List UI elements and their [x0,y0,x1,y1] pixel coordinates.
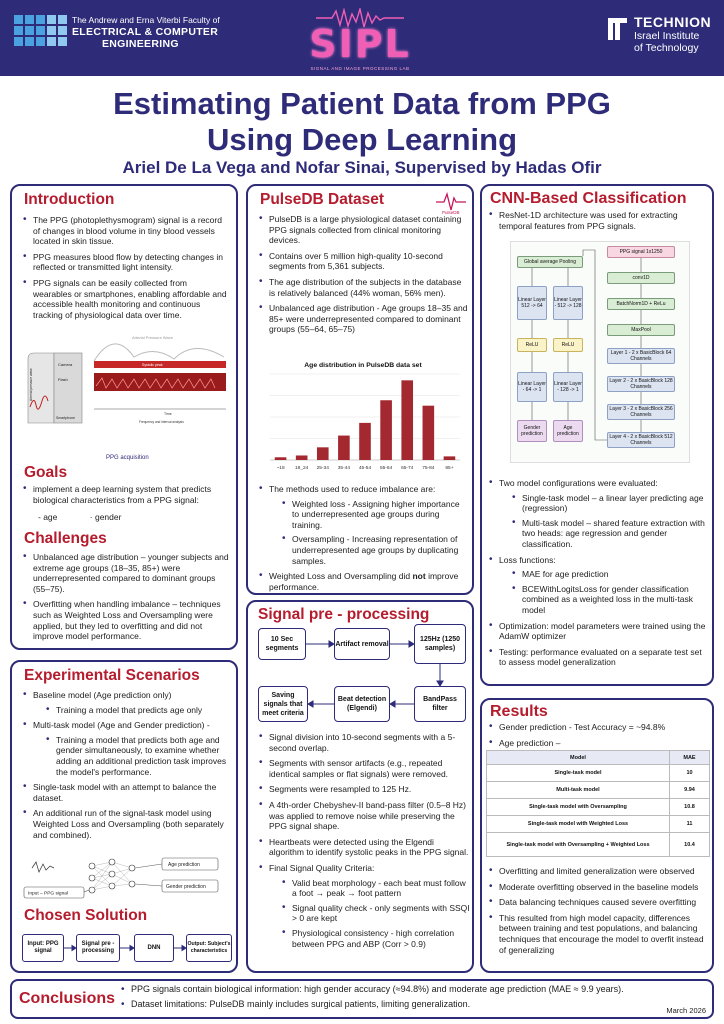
table-row [487,799,710,816]
cnn-layer-1: Layer 1 - 2 x BasicBlock 64 Channels [607,348,675,364]
table-cell-mae: 9.94 [670,782,710,799]
criteria-item: • Signal quality check - only segments with SSQI > 0 are kept [281,903,470,924]
chart-xtick-label: 55-64 [379,466,393,471]
intro-bullet: • PPG signals can be easily collected from wearables or smartphones, enabling affordable and accessible health monitoring and continuous tracking of physiological data over time. [22,278,228,320]
cnn-ppg-input: PPG signal 1x1250 [607,246,675,258]
solution-heading: Chosen Solution [24,907,148,924]
method-oversampling: • Oversampling - Increasing representation of underrepresented age groups by duplicating samples. [281,534,468,566]
exp-sub-bullet: • Training a model that predicts both age and gender simultaneously, to examine whether adding an additional prediction task improves the model's performance. [45,735,234,777]
goals-items: - age · gender [38,512,122,522]
table-cell-mae: 10.4 [670,833,710,857]
freq-label: Frequency and interval analysis [139,420,184,424]
table-row [487,816,710,833]
optimization-bullet: • Optimization: model parameters were trained using the AdamW optimizer [488,621,710,642]
nn-input-label: Input – PPG signal [28,891,68,897]
results-heading: Results [490,703,548,720]
exp-bullet-baseline: Baseline model (Age prediction only) [33,690,172,700]
cnn-conv1d: conv1D [607,272,675,284]
results-table [486,750,710,857]
chart-xtick-label: 25-34 [316,466,329,471]
conclusions-panel [10,979,714,1019]
sipl-logo [300,4,420,72]
table-cell-mae: 10 [670,765,710,782]
flash-label: Flash [58,377,68,382]
header-banner [0,0,724,76]
criteria-item: • Physiological consistency - high correlation between PPG and ABP (Corr > 0.9) [281,928,470,949]
results-bullet: • Moderate overfitting observed in the baseline models [488,882,712,893]
pulsedb-bullet: • PulseDB is a large physiological dataset containing PPG signals collected from clinical monitoring devices. [258,214,468,246]
faculty-logo-icon [14,15,68,55]
challenge-bullet: • Unbalanced age distribution – younger subjects and extreme age groups (18–35, 85+) were underrepresented compared to dominant groups (55–75). [22,552,232,594]
method-weighted-loss: • Weighted loss - Assigning higher importance to underrepresented age groups during training. [281,499,468,531]
pulsedb-bullet: • Unbalanced age distribution - Age groups 18–35 and 85+ were underrepresented compared to dominant groups (55–64, 65–75) [258,303,468,335]
poster-date: March 2026 [666,1006,706,1015]
intro-bullet: • PPG measures blood flow by detecting changes in reflected or transmitted light intensity. [22,252,228,273]
table-cell-model: Multi-task model [487,782,670,799]
signal-bullet: • A 4th-order Chebyshev-II band-pass filter (0.5–8 Hz) was applied to remove noise while preserving the PPG signal shape. [258,800,470,832]
technion-logo [606,14,711,54]
chart-bar-4 [359,423,371,460]
faculty-line-1: The Andrew and Erna Viterbi Faculty of [72,15,220,25]
signal-bullet-criteria: Final Signal Quality Criteria: [269,862,375,873]
intro-heading: Introduction [24,191,115,208]
methods-result-a: Weighted Loss and Oversampling did [269,571,413,582]
loss-intro: Loss functions: [499,554,556,565]
config-item: • Single-task model – a linear layer predicting age (regression) [511,493,710,514]
solution-step-dnn: DNN [134,934,174,962]
chart-xtick-label: 35-44 [337,466,351,471]
results-bullet: • Data balancing techniques caused severe overfitting [488,897,712,908]
cnn-maxpool: MaxPool [607,324,675,336]
config-item: • Multi-task model – shared feature extraction with two heads: age regression and gender classification. [511,518,710,550]
age-distribution-chart [258,356,468,476]
signal-bullet: • Segments with sensor artifacts (e.g., repeated identical samples or flat signals) were removed. [258,758,470,779]
chart-bar-6 [401,380,413,460]
criteria-item: • Valid beat morphology - each beat must follow a foot → peak → foot pattern [281,878,470,899]
technion-emblem-icon [606,16,628,42]
chart-bar-8 [444,456,456,460]
chart-bar-2 [317,447,329,460]
chart-xtick-label: 18_24 [294,466,309,471]
flow-step-bandpass: BandPass filter [414,686,466,722]
conclusions-bullet: • Dataset limitations: PulseDB mainly includes surgical patients, limiting generalization. [120,999,710,1010]
pulsedb-bullet: • The age distribution of the subjects in the database is relatively balanced (44% woman, 56% men). [258,277,468,298]
methods-result [258,571,468,592]
chart-bar-7 [423,406,435,460]
table-cell-model: Single-task model [487,765,670,782]
nn-gender-label: Gender prediction [166,884,206,890]
sipl-subtitle: SIGNAL AND IMAGE PROCESSING LAB [310,66,410,71]
goal-item-gender: gender [94,512,122,522]
goals-heading: Goals [24,464,68,481]
chart-xtick-label: 45-54 [358,466,372,471]
solution-step-input: Input: PPG signal [22,934,64,962]
table-row [487,782,710,799]
solution-step-preprocess: Signal pre - processing [76,934,120,962]
methods-result-c: improve performance. [269,571,459,592]
results-bullet: • This resulted from high model capacity, differences between training and test populations, and balancing techniques that encourage the model to overfit instead of generalizing [488,913,712,955]
faculty-line-3: ENGINEERING [102,38,179,50]
cnn-global-avg-pool: Global average Pooling [517,256,583,268]
goals-bullets [22,484,228,510]
poster-title [0,86,724,158]
goals-bullet: • implement a deep learning system that predicts biological characteristics from a PPG signal: [22,484,228,505]
pulsedb-methods [258,484,468,597]
arterial-wave-label: Arterial Pressure Wave [132,335,173,340]
results-panel [480,698,714,973]
cnn-intro-bullet: • ResNet-1D architecture was used for extracting temporal features from PPG signals. [488,210,708,231]
table-row [487,765,710,782]
cnn-arrows [511,242,691,464]
intro-panel [10,184,238,650]
pulsedb-panel [246,184,474,595]
results-bullet: • Overfitting and limited generalization were observed [488,866,712,877]
exp-sub-bullet: • Training a model that predicts age only [45,705,234,716]
faculty-line-2: ELECTRICAL & COMPUTER [72,26,219,38]
challenge-bullet: • Overfitting when handling imbalance – techniques such as Weighted Loss and Oversampling were applied, but they led to overfitting and did not improve model performance. [22,599,232,641]
signal-bullet: • Heartbeats were detected using the Elgendi algorithm to identify systolic peaks in the PPG signal. [258,837,470,858]
yaxis-label: Arterial pressure wave [29,368,33,401]
chart-xtick-label: 65-74 [401,466,414,471]
results-bullets [488,866,712,960]
signal-panel [246,600,474,973]
table-header-model: Model [487,751,670,765]
pulsedb-heading: PulseDB Dataset [260,191,385,208]
title-line-2: Using Deep Learning [206,122,518,157]
time-label: Time [164,412,172,416]
results-top-bullets [488,722,710,753]
chart-bar-3 [338,436,350,460]
pulsedb-bullet: • Contains over 5 million high-quality 10-second segments from 5,361 subjects. [258,251,468,272]
table-cell-mae: 10.8 [670,799,710,816]
pulsedb-logo-label: PulseDB [442,210,460,215]
conclusions-bullet: • PPG signals contain biological information: high gender accuracy (≈94.8%) and moderate age prediction (MAE ≈ 9.9 years). [120,984,710,995]
signal-bullets [258,732,470,954]
exp-bullet-balance: • Single-task model with an attempt to balance the dataset. [22,782,234,803]
signal-bullet: • Segments were resampled to 125 Hz. [258,784,470,795]
conclusions-bullets [120,984,710,1010]
chart-xtick-label: 85+ [445,466,454,471]
table-cell-model: Single-task model with Weighted Loss [487,816,670,833]
challenges-heading: Challenges [24,530,107,547]
faculty-name [72,15,220,50]
cnn-bullets [488,478,710,673]
table-row [487,833,710,857]
flow-step-save: Saving signals that meet criteria [258,686,308,722]
cnn-intro [488,210,708,236]
chart-title: Age distribution in PulseDB data set [304,362,422,369]
testing-bullet: • Testing: performance evaluated on a separate test set to assess model generalization [488,647,710,668]
cnn-panel [480,184,714,686]
results-gender: • Gender prediction - Test Accuracy = ~94.8% [488,722,710,733]
conclusions-heading: Conclusions [19,990,116,1007]
ppg-figure-caption: PPG acquisition [106,455,149,461]
cnn-layer-2: Layer 2 - 2 x BasicBlock 128 Channels [607,376,675,392]
flow-step-segments: 10 Sec segments [258,628,306,660]
camera-label: Camera [58,362,73,367]
loss-item: • MAE for age prediction [511,569,710,580]
technion-line-3: of Technology [634,42,699,54]
goal-item-age: age [43,512,58,522]
loss-item: • BCEWithLogitsLoss for gender classification combined as a weighted loss in the multi-task model [511,584,710,616]
cnn-linear-64-1: Linear Layer - 64 -> 1 [517,372,547,402]
configs-intro: Two model configurations were evaluated: [499,478,658,488]
technion-line-2: Israel Institute [634,30,700,42]
nn-age-label: Age prediction [168,862,200,868]
cnn-layer-3: Layer 3 - 2 x BasicBlock 256 Channels [607,404,675,420]
technion-name: TECHNION [634,14,712,30]
signal-heading: Signal pre - processing [258,606,430,623]
chart-bar-5 [380,400,392,460]
chart-bar-0 [275,457,287,460]
table-header-mae: MAE [670,751,710,765]
pulsedb-logo-icon [434,190,468,216]
cnn-relu-1: ReLU [517,338,547,352]
experimental-panel [10,660,238,973]
chart-xtick-label: ~18 [276,466,285,471]
cnn-heading: CNN-Based Classification [490,190,687,207]
methods-result-not: not [412,571,426,582]
poster-authors: Ariel De La Vega and Nofar Sinai, Supervised by Hadas Ofir [122,158,602,177]
cnn-layer-4: Layer 4 - 2 x BasicBlock 512 Channels [607,432,675,448]
smartphone-label: Smartphone [56,416,76,420]
signal-bullet: • Signal division into 10-second segments with a 5-second overlap. [258,732,470,753]
cnn-linear-128-1: Linear Layer - 128 -> 1 [553,372,583,402]
nn-diagram [22,854,227,904]
cnn-age-output: Age prediction [553,420,583,442]
experimental-bullets [22,690,234,845]
methods-intro: The methods used to reduce imbalance are: [269,484,436,494]
intro-bullets [22,215,228,325]
flow-step-resample: 125Hz (1250 samples) [414,624,466,664]
experimental-heading: Experimental Scenarios [24,667,200,684]
cnn-batchnorm: BatchNorm1D + ReLu [607,298,675,310]
title-line-1: Estimating Patient Data from PPG [113,86,611,121]
systolic-label: Systolic peak [142,363,163,367]
sipl-wave-icon [314,8,406,28]
exp-bullet-multitask: Multi-task model (Age and Gender prediction) - [33,720,210,731]
cnn-gender-output: Gender prediction [517,420,547,442]
solution-step-output: Output: Subject's characteristics [186,934,232,962]
sipl-logo-text: SIPL [309,22,411,66]
intro-bullet: • The PPG (photoplethysmogram) signal is a record of changes in blood volume in tiny blood vessels located in skin tissue. [22,215,228,247]
ppg-acquisition-figure [24,331,228,449]
challenges-bullets [22,552,232,647]
cnn-linear-512-64: Linear Layer 512 -> 64 [517,286,547,320]
chart-xtick-label: 75-84 [422,466,435,471]
flow-step-artifact: Artifact removal [334,628,390,660]
results-age: • Age prediction – [488,738,710,749]
cnn-relu-2: ReLU [553,338,583,352]
cnn-linear-512-128: Linear Layer - 512 -> 128 [553,286,583,320]
cnn-diagram [510,241,690,463]
pulsedb-bullets [258,214,468,340]
exp-bullet-additional: • An additional run of the signal-task model using Weighted Loss and Oversampling (both separately and combined). [22,808,234,840]
table-cell-mae: 11 [670,816,710,833]
table-cell-model: Single-task model with Oversampling [487,799,670,816]
flow-step-beat: Beat detection (Elgendi) [334,686,390,722]
table-cell-model: Single-task model with Oversampling + Weighted Loss [487,833,670,857]
chart-bar-1 [296,455,308,460]
